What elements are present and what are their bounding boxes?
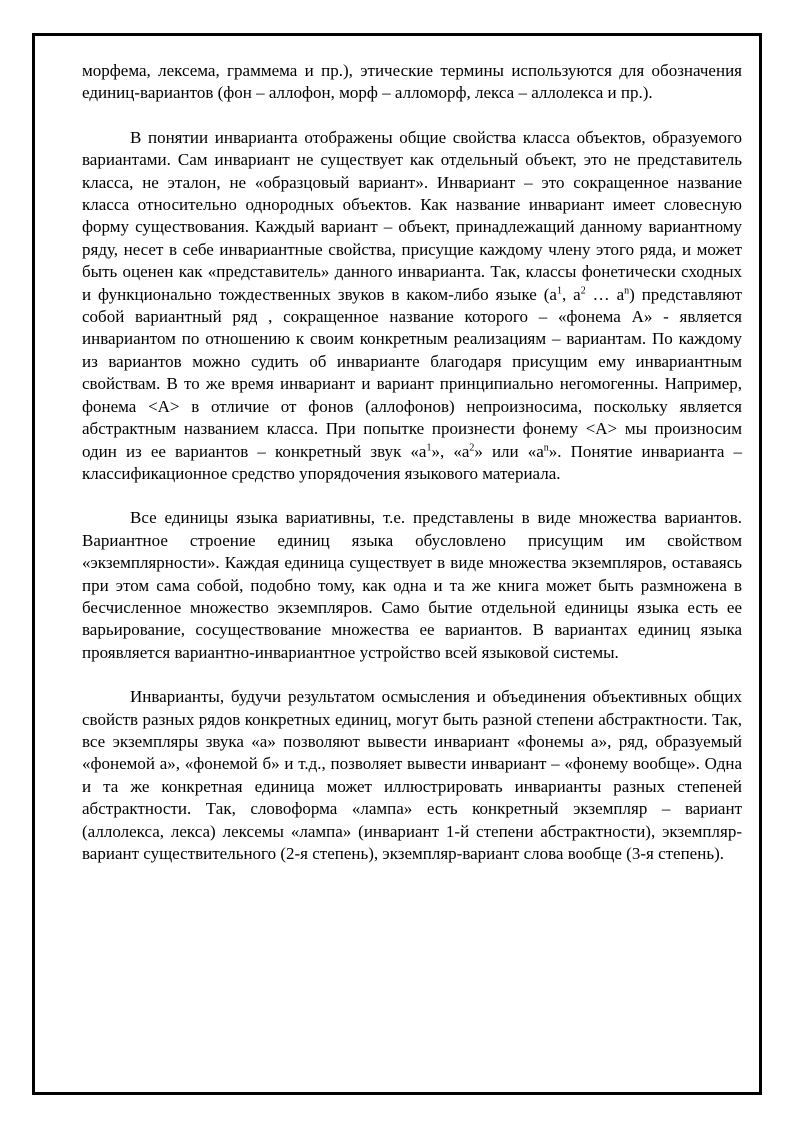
paragraph-4: Инварианты, будучи результатом осмысления и объединения объективных общих свойств разных рядов конкретных единиц, могут быть разной степени абстрактности. Так, все экземпляры звука «а» позволяют вывести инвариант «фонемы а», ряд, образуемый «фонемой а», «фонемой б» и т.д., позволяет вывести инвариант – «фонему вообще». Одна и та же конкретная единица может иллюстрировать инварианты разных степеней абстрактности. Так, словоформа «лампа» есть конкретный экземпляр – вариант (аллолекса, лекса) лексемы «лампа» (инвариант 1-й степени абстрактности), экземпляр-вариант существительного (2-я степень), экземпляр-вариант слова вообще (3-я степень).	[82, 687, 742, 863]
paragraph-2-text-e: », «а	[431, 441, 470, 461]
paragraph-2-text-a: В понятии инварианта отображены общие свойства класса объектов, образуемого вариантами. Сам инвариант не существует как отдельный объект, это не представитель класса, не эталон, не «образцовый вариант». Инвариант – это сокращенное название класса относительно однородных объектов. Как название инвариант имеет словесную форму существования. Каждый вариант – объект, принадлежащий данному вариантному ряду, несет в себе инвариантные свойства, присущие каждому члену этого ряда, и может быть оценен как «представитель» данного инварианта. Так, классы фонетически сходных и функционально тождественных звуков в каком-либо языке (а	[82, 127, 742, 304]
document-body	[82, 60, 742, 865]
paragraph-2-text-g: ». Понятие инварианта – классификационное средство упорядочения языкового материала.	[82, 441, 743, 483]
superscript: n	[624, 285, 630, 296]
paragraph-2-text-b: , а	[561, 284, 581, 304]
paragraph-1: морфема, лексема, граммема и пр.), этические термины используются для обозначения единиц-вариантов (фон – аллофон, морф – алломорф, лекса – аллолекса и пр.).	[82, 61, 742, 103]
paragraph-2-text-f: » или «а	[474, 441, 544, 461]
paragraph-2-text-c: … а	[585, 284, 625, 304]
paragraph-2	[82, 127, 742, 486]
paragraph-3: Все единицы языка вариативны, т.е. представлены в виде множества вариантов. Вариантное строение единиц языка обусловлено присущим им свойством «экземплярности». Каждая единица существует в виде множества экземпляров, оставаясь при этом сама собой, подобно тому, как одна и та же книга может быть размножена в бесчисленное множество экземпляров. Само бытие отдельной единицы языка есть ее варьирование, сосуществование множества ее вариантов. В вариантах единиц языка проявляется вариантно-инвариантное устройство всей языковой системы.	[82, 508, 742, 662]
superscript: 2	[580, 285, 586, 296]
superscript: 1	[426, 441, 432, 453]
superscript: n	[543, 441, 549, 453]
paragraph-2-text-d: ) представляют собой вариантный ряд , сокращенное название которого – «фонема А» - является инвариантом по отношению к своим конкретным реализациям – вариантам. По каждому из вариантов можно судить об инварианте благодаря присущим ему инвариантным свойствам. В то же время инвариант и вариант принципиально негомогенны. Например, фонема <А> в отличие от фонов (аллофонов) непроизносима, поскольку является абстрактным названием класса. При попытке произнести фонему <А> мы произносим один из ее вариантов – конкретный звук «а	[82, 284, 743, 461]
superscript: 1	[556, 285, 562, 296]
superscript: 2	[469, 441, 475, 453]
